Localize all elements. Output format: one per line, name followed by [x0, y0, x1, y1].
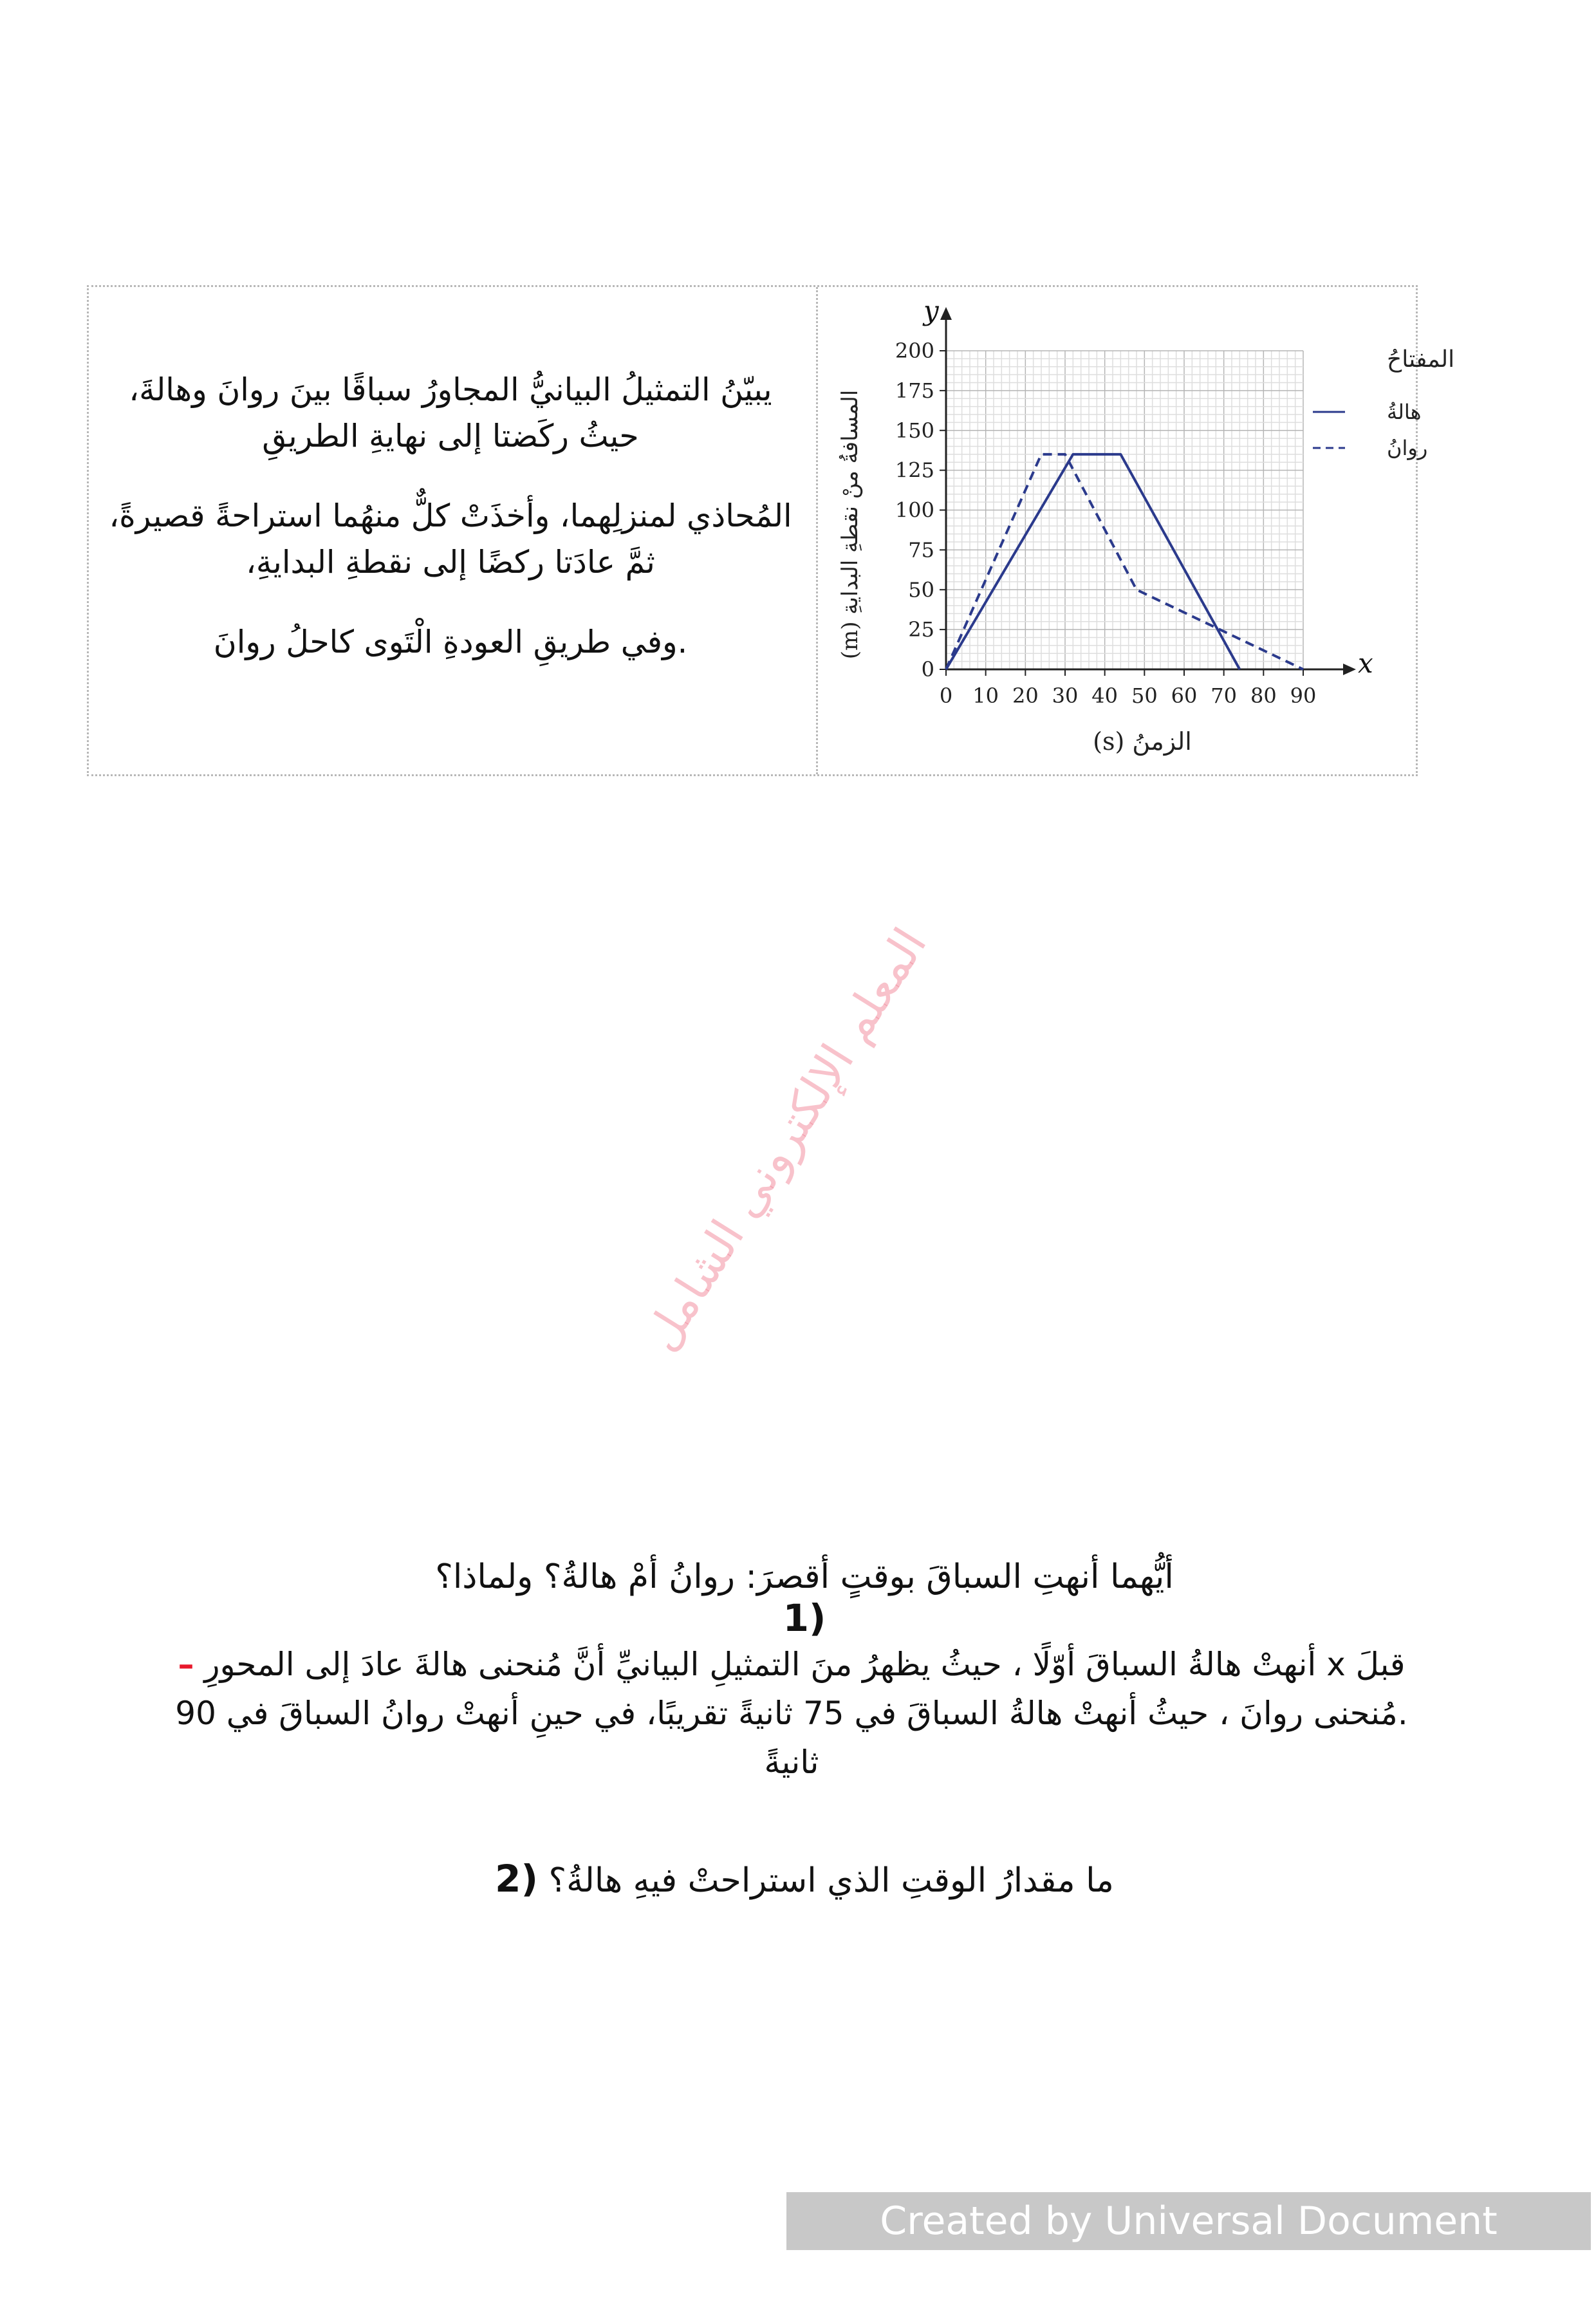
y-tick-label: 25 [908, 617, 934, 642]
x-tick-label: 70 [1211, 684, 1238, 708]
x-tick-label: 90 [1290, 684, 1317, 708]
x-tick-label: 50 [1131, 684, 1158, 708]
x-tick-label: 0 [939, 684, 953, 708]
chart-grid [946, 351, 1303, 669]
chart-axes [940, 307, 1356, 675]
chart-tick-labels [895, 339, 1316, 708]
y-axis-letter: y [923, 295, 939, 326]
y-tick-label: 50 [908, 577, 934, 602]
x-tick-label: 80 [1250, 684, 1277, 708]
legend-label-rawan: روانُ [1387, 436, 1428, 460]
question-2-text: ما مقدارُ الوقتِ الذي استراحتْ فيهِ هالةُ؟ [548, 1861, 1114, 1900]
answer-1-line-1: قبلَ x أنهتْ هالةُ السباقَ أوّلًا ، حيثُ يظهرُ منَ التمثيلِ البيانيِّ أنَّ مُنحنى هالةَ عادَ إلى المحورِ [204, 1646, 1406, 1683]
frame-divider [816, 287, 818, 774]
question-2-number: (2 [495, 1857, 539, 1901]
x-tick-label: 30 [1052, 684, 1079, 708]
question-1-text: أيُّهما أنهتِ السباقَ بوقتٍ أقصرَ: روانُ أمْ هالةُ؟ ولماذا؟ [435, 1558, 1174, 1596]
y-axis-arrow [940, 307, 952, 320]
y-tick-label: 200 [895, 339, 934, 363]
question-1 [418, 1558, 1191, 1640]
question-1-number: (1 [783, 1596, 826, 1640]
y-tick-label: 175 [895, 378, 934, 403]
distance-time-chart [827, 293, 1455, 769]
x-tick-label: 20 [1012, 684, 1039, 708]
answer-dash: – [178, 1646, 194, 1683]
footer-banner: Created by Universal Document Converter [786, 2192, 1591, 2250]
y-tick-label: 0 [921, 657, 934, 682]
answer-1 [161, 1640, 1422, 1787]
x-tick-label: 60 [1171, 684, 1198, 708]
intro-line-2: المُحاذي لمنزلِهما، وأخذَتْ كلٌّ منهُما استراحةً قصيرةً، ثمَّ عادَتا ركضًا إلى نقطةِ البدايةِ، [109, 498, 792, 581]
x-axis-label: الزمنُ (s) [1093, 727, 1192, 756]
x-tick-label: 40 [1091, 684, 1118, 708]
question-2 [483, 1857, 1126, 1901]
answer-1-line-2: .مُنحنى روانَ ، حيثُ أنهتْ هالةُ السباقَ في 75 ثانيةً تقريبًا، في حينِ أنهتْ روانُ السباقَ في 90 ثانيةً [175, 1695, 1408, 1781]
watermark: المعلم الإلكتروني الشامل [633, 918, 937, 1360]
x-axis-letter: x [1358, 647, 1373, 679]
chart-legend [1313, 346, 1454, 460]
y-tick-label: 100 [895, 498, 934, 523]
y-tick-label: 75 [908, 537, 934, 563]
y-tick-label: 150 [895, 418, 934, 443]
intro-text [97, 367, 804, 699]
legend-label-hala: هالةُ [1387, 400, 1422, 424]
x-axis-arrow [1343, 664, 1356, 675]
x-tick-label: 10 [972, 684, 999, 708]
legend-title: المفتاحُ [1387, 346, 1455, 373]
intro-line-1: يبيّنُ التمثيلُ البيانيُّ المجاورُ سباقًا بينَ روانَ وهالةَ، حيثُ ركَضتا إلى نهايةِ الطريقِ [129, 371, 772, 454]
intro-line-3: .وفي طريقِ العودةِ الْتَوى كاحلُ روانَ [213, 624, 688, 660]
y-axis-label: المسافةُ منْ نقطةِ البدايةِ (m) [837, 389, 863, 660]
y-tick-label: 125 [895, 458, 934, 483]
